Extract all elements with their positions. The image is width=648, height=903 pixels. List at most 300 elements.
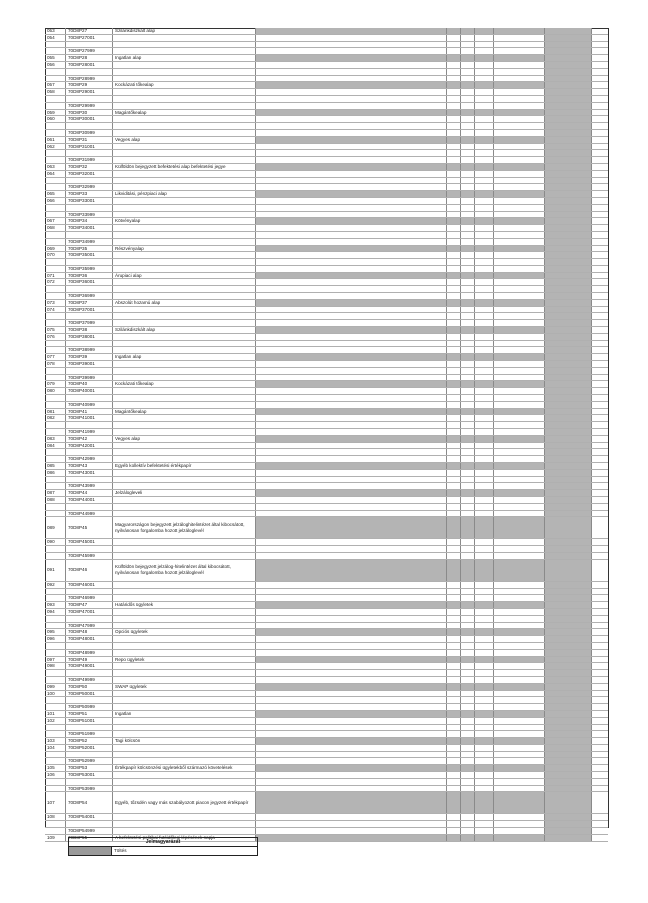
value-cell [545, 595, 592, 601]
row-description-cell: Kötvényalap [113, 218, 256, 224]
value-cell [256, 517, 447, 538]
value-cell [494, 191, 545, 197]
value-cell [461, 560, 475, 581]
value-cell [494, 293, 545, 299]
value-cell [256, 711, 447, 717]
table-row [45, 354, 608, 361]
value-cell [475, 354, 494, 360]
row-number-cell: 103 [45, 738, 66, 744]
row-number-cell: 071 [45, 273, 66, 279]
value-cell [545, 279, 592, 285]
value-cell [475, 62, 494, 68]
table-row [45, 429, 608, 436]
row-code-cell: 70D8P52 [66, 738, 113, 744]
value-cell [256, 354, 447, 360]
value-cell [475, 341, 494, 347]
row-description-cell: Opciós ügyletek [113, 629, 256, 635]
value-cell [461, 772, 475, 778]
row-number-cell [45, 157, 66, 163]
value-cell [461, 752, 475, 758]
value-cell [475, 388, 494, 394]
value-cell [592, 320, 608, 326]
value-cell [545, 28, 592, 34]
value-cell [447, 123, 461, 129]
value-cell [545, 546, 592, 552]
value-cell [475, 205, 494, 211]
value-cell [592, 725, 608, 731]
value-cell [545, 198, 592, 204]
value-cell [494, 684, 545, 690]
row-number-cell [45, 623, 66, 629]
row-code-cell: 70D8P49999 [66, 677, 113, 683]
value-cell [256, 504, 447, 510]
row-code-cell [66, 725, 113, 731]
value-cell [461, 103, 475, 109]
table-row [45, 786, 608, 793]
row-number-cell: 090 [45, 539, 66, 545]
row-description-cell: Értékpapír kölcsönzési ügyletekből származó követelések [113, 765, 256, 771]
value-cell [256, 828, 447, 834]
row-code-cell: 70D8P36999 [66, 293, 113, 299]
row-code-cell: 70D8P32001 [66, 171, 113, 177]
value-cell [475, 110, 494, 116]
row-code-cell: 70D8P38 [66, 327, 113, 333]
row-number-cell: 078 [45, 361, 66, 367]
row-code-cell: 70D8P42 [66, 436, 113, 442]
value-cell [545, 415, 592, 421]
value-cell [461, 212, 475, 218]
row-number-cell: 094 [45, 609, 66, 615]
table-row [45, 415, 608, 422]
row-number-cell [45, 449, 66, 455]
value-cell [475, 232, 494, 238]
value-cell [461, 191, 475, 197]
value-cell [545, 150, 592, 156]
row-description-cell [113, 731, 256, 737]
row-number-cell: 080 [45, 388, 66, 394]
row-description-cell [113, 589, 256, 595]
table-row [45, 718, 608, 725]
value-cell [461, 184, 475, 190]
value-cell [447, 178, 461, 184]
row-description-cell [113, 623, 256, 629]
value-cell [545, 589, 592, 595]
value-cell [592, 157, 608, 163]
value-cell [545, 55, 592, 61]
table-row [45, 697, 608, 704]
row-number-cell [45, 752, 66, 758]
row-number-cell [45, 595, 66, 601]
value-cell [592, 42, 608, 48]
value-cell [545, 212, 592, 218]
value-cell [475, 300, 494, 306]
row-description-cell: Ingatlan alap [113, 55, 256, 61]
value-cell [256, 835, 447, 841]
row-description-cell [113, 368, 256, 374]
row-number-cell [45, 130, 66, 136]
value-cell [592, 259, 608, 265]
value-cell [545, 684, 592, 690]
row-number-cell: 107 [45, 792, 66, 813]
value-cell [545, 718, 592, 724]
row-description-cell: Tagi kölcsön [113, 738, 256, 744]
value-cell [461, 718, 475, 724]
row-description-cell [113, 320, 256, 326]
row-number-cell [45, 650, 66, 656]
row-description-cell: Magyarországon bejegyzett jelzáloghitelintézet által kibocsátott, nyilvánosan forgalomba hozott jelzáloglevél [113, 517, 256, 538]
row-description-cell [113, 395, 256, 401]
value-cell [447, 218, 461, 224]
value-cell [475, 409, 494, 415]
row-number-cell: 055 [45, 55, 66, 61]
value-cell [545, 395, 592, 401]
value-cell [545, 273, 592, 279]
value-cell [447, 381, 461, 387]
row-description-cell [113, 347, 256, 353]
value-cell [592, 684, 608, 690]
value-cell [494, 347, 545, 353]
value-cell [256, 463, 447, 469]
table-row [45, 62, 608, 69]
value-cell [256, 320, 447, 326]
row-description-cell [113, 636, 256, 642]
row-description-cell [113, 334, 256, 340]
row-code-cell [66, 546, 113, 552]
value-cell [494, 110, 545, 116]
value-cell [475, 381, 494, 387]
value-cell [592, 347, 608, 353]
value-cell [256, 677, 447, 683]
row-code-cell: 70D8P39 [66, 354, 113, 360]
value-cell [461, 62, 475, 68]
row-number-cell [45, 375, 66, 381]
value-cell [461, 178, 475, 184]
row-number-cell [45, 313, 66, 319]
value-cell [475, 643, 494, 649]
value-cell [256, 184, 447, 190]
row-code-cell: 70D8P34001 [66, 225, 113, 231]
value-cell [256, 623, 447, 629]
value-cell [256, 368, 447, 374]
value-cell [461, 589, 475, 595]
value-cell [592, 178, 608, 184]
value-cell [256, 239, 447, 245]
value-cell [461, 266, 475, 272]
value-cell [545, 178, 592, 184]
row-description-cell [113, 225, 256, 231]
row-number-cell [45, 504, 66, 510]
table-row [45, 609, 608, 616]
value-cell [545, 144, 592, 150]
table-row [45, 381, 608, 388]
row-description-cell [113, 35, 256, 41]
row-description-cell: Egyéb kollektív befektetési értékpapír [113, 463, 256, 469]
row-number-cell: 082 [45, 415, 66, 421]
value-cell [447, 76, 461, 82]
row-code-cell: 70D8P28999 [66, 76, 113, 82]
value-cell [545, 137, 592, 143]
value-cell [475, 279, 494, 285]
row-code-cell [66, 313, 113, 319]
row-description-cell [113, 198, 256, 204]
value-cell [256, 293, 447, 299]
value-cell [461, 48, 475, 54]
value-cell [545, 347, 592, 353]
value-cell [447, 779, 461, 785]
value-cell [256, 456, 447, 462]
value-cell [545, 422, 592, 428]
value-cell [447, 497, 461, 503]
value-cell [447, 409, 461, 415]
value-cell [475, 361, 494, 367]
value-cell [592, 388, 608, 394]
value-cell [592, 422, 608, 428]
value-cell [494, 449, 545, 455]
row-number-cell [45, 786, 66, 792]
row-number-cell: 058 [45, 89, 66, 95]
value-cell [494, 279, 545, 285]
value-cell [461, 225, 475, 231]
value-cell [494, 375, 545, 381]
value-cell [545, 246, 592, 252]
row-code-cell: 70D8P33001 [66, 198, 113, 204]
value-cell [256, 150, 447, 156]
value-cell [545, 477, 592, 483]
value-cell [461, 821, 475, 827]
row-description-cell [113, 546, 256, 552]
row-number-cell: 057 [45, 82, 66, 88]
value-cell [592, 609, 608, 615]
value-cell [592, 553, 608, 559]
row-code-cell: 70D8P50999 [66, 704, 113, 710]
row-number-cell [45, 677, 66, 683]
value-cell [256, 553, 447, 559]
row-description-cell [113, 718, 256, 724]
row-number-cell [45, 704, 66, 710]
table-row [45, 171, 608, 178]
row-number-cell [45, 546, 66, 552]
row-code-cell: 70D8P42999 [66, 456, 113, 462]
legend-label: Töltés [114, 848, 127, 853]
value-cell [545, 738, 592, 744]
value-cell [475, 375, 494, 381]
row-description-cell [113, 157, 256, 163]
row-code-cell [66, 178, 113, 184]
legend-box [68, 837, 258, 856]
value-cell [475, 334, 494, 340]
table-row [45, 137, 608, 144]
value-cell [475, 96, 494, 102]
table-row [45, 409, 608, 416]
value-cell [256, 307, 447, 313]
value-cell [475, 273, 494, 279]
value-cell [461, 395, 475, 401]
row-number-cell: 089 [45, 517, 66, 538]
row-number-cell [45, 589, 66, 595]
value-cell [545, 381, 592, 387]
table-row [45, 670, 608, 677]
value-cell [494, 239, 545, 245]
table-row [45, 178, 608, 185]
value-cell [494, 103, 545, 109]
value-cell [494, 436, 545, 442]
value-cell [447, 130, 461, 136]
value-cell [447, 35, 461, 41]
value-cell [447, 334, 461, 340]
table-row [45, 388, 608, 395]
row-code-cell: 70D8P51999 [66, 731, 113, 737]
value-cell [494, 422, 545, 428]
value-cell [461, 320, 475, 326]
value-cell [545, 307, 592, 313]
value-cell [545, 225, 592, 231]
row-number-cell: 073 [45, 300, 66, 306]
row-code-cell: 70D8P46 [66, 560, 113, 581]
value-cell [461, 792, 475, 813]
value-cell [461, 381, 475, 387]
value-cell [461, 616, 475, 622]
value-cell [494, 307, 545, 313]
value-cell [475, 252, 494, 258]
row-code-cell: 70D8P45 [66, 517, 113, 538]
row-code-cell: 70D8P31999 [66, 157, 113, 163]
row-number-cell [45, 429, 66, 435]
row-number-cell: 061 [45, 137, 66, 143]
value-cell [545, 191, 592, 197]
value-cell [256, 218, 447, 224]
row-code-cell: 70D8P41001 [66, 415, 113, 421]
value-cell [447, 415, 461, 421]
value-cell [461, 157, 475, 163]
value-cell [592, 82, 608, 88]
row-description-cell: Likviditási, pénzpiaci alap [113, 191, 256, 197]
value-cell [494, 259, 545, 265]
value-cell [256, 89, 447, 95]
row-code-cell: 70D8P51 [66, 711, 113, 717]
value-cell [256, 752, 447, 758]
value-cell [494, 402, 545, 408]
table-row [45, 150, 608, 157]
value-cell [475, 218, 494, 224]
row-number-cell: 087 [45, 490, 66, 496]
row-code-cell: 70D8P52999 [66, 758, 113, 764]
row-code-cell [66, 697, 113, 703]
row-code-cell: 70D8P45999 [66, 553, 113, 559]
row-description-cell [113, 553, 256, 559]
value-cell [447, 246, 461, 252]
value-cell [461, 334, 475, 340]
value-cell [447, 320, 461, 326]
value-cell [461, 375, 475, 381]
value-cell [545, 779, 592, 785]
value-cell [475, 307, 494, 313]
row-code-cell: 70D8P29001 [66, 89, 113, 95]
value-cell [447, 449, 461, 455]
row-description-cell [113, 477, 256, 483]
value-cell [592, 232, 608, 238]
value-cell [256, 704, 447, 710]
value-cell [475, 738, 494, 744]
table-row [45, 792, 608, 814]
value-cell [461, 670, 475, 676]
value-cell [494, 539, 545, 545]
value-cell [447, 539, 461, 545]
value-cell [592, 239, 608, 245]
row-number-cell [45, 670, 66, 676]
value-cell [447, 327, 461, 333]
value-cell [447, 792, 461, 813]
value-cell [461, 388, 475, 394]
value-cell [447, 225, 461, 231]
table-row [45, 684, 608, 691]
value-cell [592, 745, 608, 751]
row-description-cell [113, 814, 256, 820]
row-number-cell [45, 76, 66, 82]
value-cell [256, 347, 447, 353]
value-cell [447, 388, 461, 394]
value-cell [545, 765, 592, 771]
value-cell [475, 402, 494, 408]
table-row [45, 293, 608, 300]
value-cell [592, 504, 608, 510]
row-description-cell: Egyéb, tőzsdén vagy más szabályozott piacon jegyzett értékpapír [113, 792, 256, 813]
value-cell [494, 388, 545, 394]
value-cell [545, 327, 592, 333]
value-cell [256, 48, 447, 54]
value-cell [447, 354, 461, 360]
value-cell [447, 395, 461, 401]
table-row [45, 286, 608, 293]
value-cell [592, 137, 608, 143]
value-cell [592, 395, 608, 401]
value-cell [256, 449, 447, 455]
value-cell [592, 184, 608, 190]
value-cell [475, 327, 494, 333]
value-cell [494, 55, 545, 61]
row-description-cell [113, 232, 256, 238]
value-cell [461, 745, 475, 751]
value-cell [461, 313, 475, 319]
value-cell [592, 286, 608, 292]
value-cell [592, 116, 608, 122]
value-cell [494, 752, 545, 758]
value-cell [545, 361, 592, 367]
row-number-cell [45, 347, 66, 353]
value-cell [447, 252, 461, 258]
row-number-cell: 097 [45, 657, 66, 663]
row-number-cell [45, 266, 66, 272]
value-cell [545, 368, 592, 374]
value-cell [256, 765, 447, 771]
value-cell [494, 772, 545, 778]
table-row [45, 42, 608, 49]
value-cell [592, 814, 608, 820]
value-cell [592, 595, 608, 601]
value-cell [494, 123, 545, 129]
row-description-cell [113, 725, 256, 731]
value-cell [256, 657, 447, 663]
value-cell [494, 758, 545, 764]
value-cell [256, 164, 447, 170]
row-number-cell: 056 [45, 62, 66, 68]
value-cell [545, 232, 592, 238]
value-cell [592, 677, 608, 683]
value-cell [494, 657, 545, 663]
value-cell [545, 504, 592, 510]
value-cell [447, 663, 461, 669]
value-cell [592, 429, 608, 435]
table-row [45, 704, 608, 711]
